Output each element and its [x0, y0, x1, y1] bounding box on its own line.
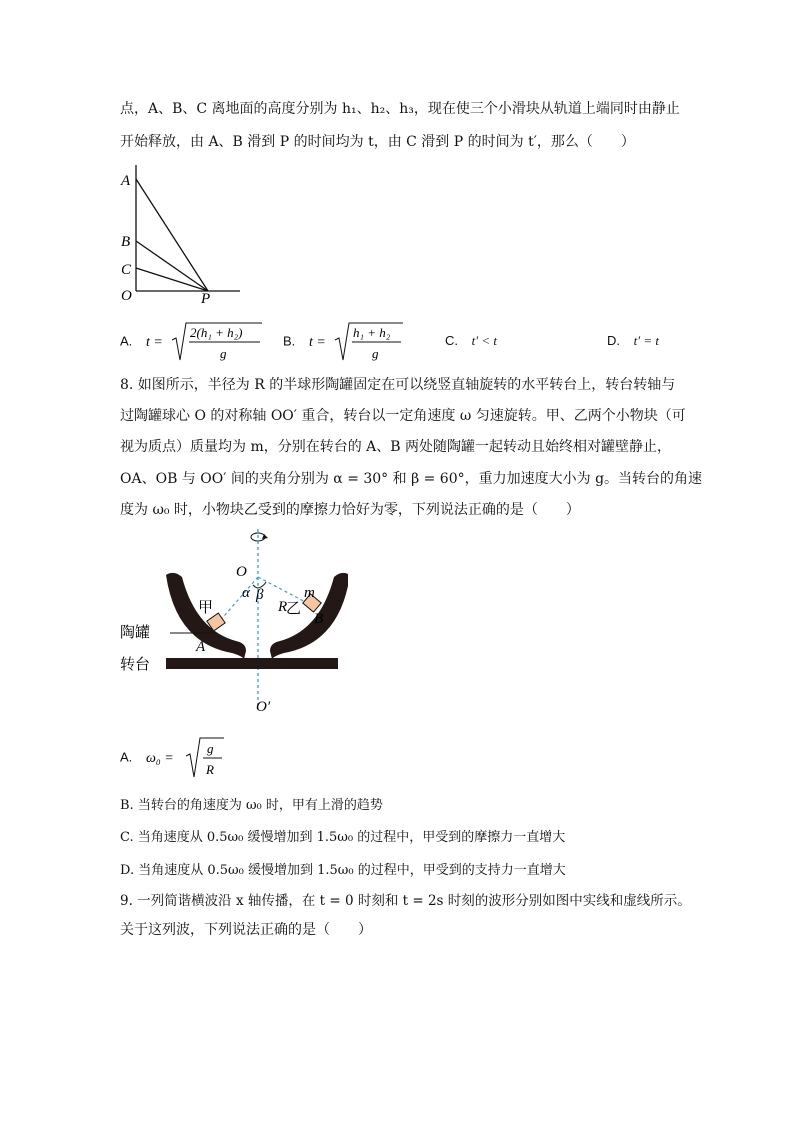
q7-text-line-2: 开始释放，由 A、B 滑到 P 的时间均为 t，由 C 滑到 P 的时间为 t′，那么（ ）: [120, 134, 635, 150]
q8-option-b[interactable]: B. 当转台的角速度为 ω₀ 时，甲有上滑的趋势: [120, 798, 383, 813]
svg-text:t =: t =: [308, 335, 326, 350]
label-jia: 甲: [198, 598, 214, 616]
q8-option-a[interactable]: A. ω₀ = g R: [120, 735, 234, 781]
label-o-prime: O′: [256, 699, 271, 715]
track-c: [136, 268, 208, 291]
q8-option-a-formula: [144, 735, 234, 781]
track-b: [136, 241, 208, 291]
label-c: C: [121, 262, 132, 278]
q7-track-figure: [115, 155, 250, 305]
label-taoguan: 陶罐: [120, 623, 151, 641]
q7-option-b-formula: [307, 320, 407, 364]
q8-option-c[interactable]: C. 当角速度从 0.5ω₀ 缓慢增加到 1.5ω₀ 的过程中，甲受到的摩擦力一直增大: [120, 830, 566, 845]
q7-option-c[interactable]: C. t′ < t: [445, 333, 497, 348]
q8-text-line-4: OA、OB 与 OO′ 间的夹角分别为 α = 30° 和 β = 60°，重力加速度大小为 g。当转台的角速: [120, 471, 703, 487]
q9-text-line-1: 9. 一列简谐横波沿 x 轴传播，在 t = 0 时刻和 t = 2s 时刻的波形分别如图中实线和虚线所示。: [120, 893, 691, 909]
q7-text-line-1: 点，A、B、C 离地面的高度分别为 h₁、h₂、h₃，现在使三个小滑块从轨道上端同时由静止: [120, 101, 680, 117]
label-o: O: [121, 288, 132, 304]
q7-option-a[interactable]: A. t = 2(h₁ + h₂) g: [120, 320, 264, 364]
q8-option-d[interactable]: D. 当角速度从 0.5ω₀ 缓慢增加到 1.5ω₀ 的过程中，甲受到的支持力一直增大: [120, 863, 566, 878]
label-yi: 乙: [286, 599, 302, 617]
label-a: A: [121, 173, 131, 189]
q8-text-line-1: 8. 如图所示，半径为 R 的半球形陶罐固定在可以绕竖直轴旋转的水平转台上，转台转轴与: [120, 377, 676, 393]
label-o-center: O: [236, 564, 247, 580]
label-beta: β: [256, 587, 264, 603]
svg-text:h₁ + h₂: h₁ + h₂: [352, 325, 391, 340]
svg-text:g: g: [371, 346, 379, 361]
track-a: [136, 179, 208, 291]
label-p: P: [201, 291, 211, 305]
label-b-point: B: [314, 611, 324, 627]
q8-text-line-3: 视为质点）质量均为 m，分别在转台的 A、B 两处随陶罐一起转动且始终相对罐壁静止，: [120, 439, 672, 455]
q7-option-b[interactable]: B. t = h₁ + h₂ g: [283, 320, 407, 364]
q7-option-d[interactable]: D. t′ = t: [607, 333, 659, 348]
turntable: [166, 658, 338, 669]
q8-text-line-5: 度为 ω₀ 时，小物块乙受到的摩擦力恰好为零，下列说法正确的是（ ）: [120, 502, 580, 518]
label-b: B: [121, 234, 131, 250]
q9-text-line-2: 关于这列波，下列说法正确的是（ ）: [120, 922, 372, 938]
label-a-point: A: [196, 639, 206, 655]
q8-pot-figure: [118, 525, 348, 720]
svg-text:2(h₁ + h₂): 2(h₁ + h₂): [189, 325, 243, 340]
svg-text:ω₀ =: ω₀ =: [145, 751, 174, 766]
radius-oa: [218, 577, 258, 623]
label-zhuantai: 转台: [120, 655, 151, 673]
svg-text:g: g: [219, 346, 227, 361]
svg-text:R: R: [205, 762, 214, 777]
label-alpha: α: [242, 585, 250, 601]
svg-text:g: g: [206, 741, 214, 756]
q8-text-line-2: 过陶罐球心 O 的对称轴 OO′ 重合，转台以一定角速度 ω 匀速旋转。甲、乙两个小物块（可: [120, 408, 686, 424]
q7-option-a-formula: [144, 320, 264, 364]
svg-text:t =: t =: [145, 335, 163, 350]
label-m: m: [304, 585, 315, 601]
label-r: R: [278, 599, 288, 615]
